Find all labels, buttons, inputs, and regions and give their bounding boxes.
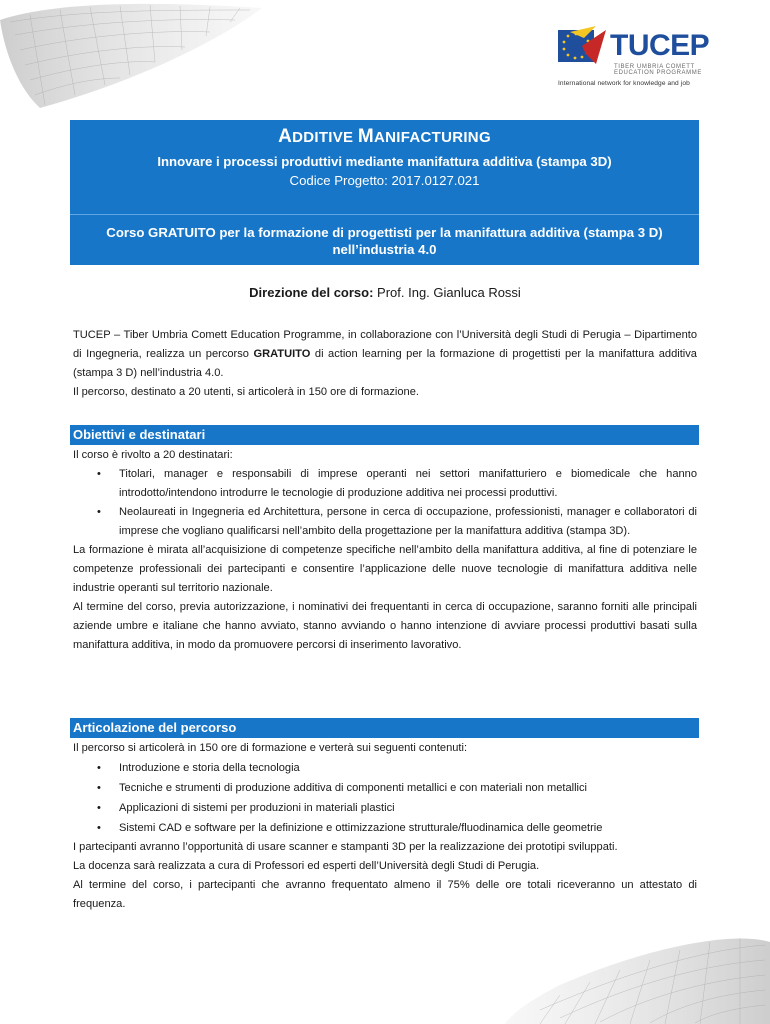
intro-line2: Il percorso, destinato a 20 utenti, si articolerà in 150 ore di formazione. (73, 386, 419, 398)
title-banner (70, 120, 699, 265)
objectives-content (73, 446, 697, 655)
list-item: • Applicazioni di sistemi per produzioni in materiali plastici (73, 798, 697, 818)
structure-lead: Il percorso si articolerà in 150 ore di formazione e verterà sui seguenti contenuti: (73, 742, 468, 754)
direction-label: Direzione del corso: (249, 285, 374, 300)
objectives-list (73, 465, 697, 541)
structure-paragraph: I partecipanti avranno l’opportunità di usare scanner e stampanti 3D per la realizzazione dei prototipi sviluppati. (73, 841, 618, 853)
course-title: ADDITIVE MANIFACTURING (278, 126, 491, 147)
list-item: • Introduzione e storia della tecnologia (73, 758, 697, 778)
list-item: • Titolari, manager e responsabili di imprese operanti nei settori manifatturiero e biomedicale che hanno introdotto/intendono introdurre le tecnologie di produzione additiva nei processi produttivi. (73, 465, 697, 503)
intro-paragraph: TUCEP – Tiber Umbria Comett Education Programme, in collaborazione con l’Università degli Studi di Perugia – Dipartimento di Ingegneria, realizza un percorso GRATUITO di action learning per la formazione di progettisti per la manifattura additiva (stampa 3 D) nell’industria 4.0. Il percorso, destinato a 20 utenti, si articolerà in 150 ore di formazione. (73, 326, 697, 402)
logo-subline: TIBER UMBRIA COMETT EDUCATION PROGRAMME (614, 64, 702, 76)
section-heading-structure: Articolazione del percorso (70, 718, 699, 738)
list-item: • Neolaureati in Ingegneria ed Architettura, persone in cerca di occupazione, professionisti, manager e collaboratori di imprese che vogliano qualificarsi nell’ambito della progettazione per la manifattura additiva (stampa 3D). (73, 503, 697, 541)
course-description: Corso GRATUITO per la formazione di progettisti per la manifattura additiva (stampa 3 D) nell’industria 4.0 (106, 225, 663, 257)
logo-tagline: International network for knowledge and job (558, 80, 690, 87)
section-heading-objectives: Obiettivi e destinatari (70, 425, 699, 445)
tucep-logo (556, 24, 710, 94)
eu-flag-icon (556, 24, 608, 72)
structure-content (73, 739, 697, 914)
objectives-paragraph: Al termine del corso, previa autorizzazione, i nominativi dei frequentanti in cerca di occupazione, saranno forniti alle principali aziende umbre e italiane che hanno avviato, stanno avviando o hanno intenzione di avviare processi produttivi basati sulla manifattura additiva, in modo da promuovere percorsi di inserimento lavorativo. (73, 601, 697, 651)
course-subtitle: Innovare i processi produttivi mediante manifattura additiva (stampa 3D) (157, 154, 612, 169)
logo-wordmark: TUCEP (610, 29, 710, 62)
course-direction (0, 285, 770, 300)
objectives-lead: Il corso è rivolto a 20 destinatari: (73, 449, 233, 461)
project-code: Codice Progetto: 2017.0127.021 (289, 173, 480, 188)
structure-paragraph: La docenza sarà realizzata a cura di Professori ed esperti dell’Università degli Studi di Perugia. (73, 860, 540, 872)
decorative-mesh-bottom (500, 930, 770, 1024)
banner-divider (70, 214, 699, 215)
list-item: • Sistemi CAD e software per la definizione e ottimizzazione strutturale/fluodinamica delle geometrie (73, 818, 697, 838)
objectives-paragraph: La formazione è mirata all’acquisizione di competenze specifiche nell’ambito della manifattura additiva, al fine di potenziare le competenze professionali dei partecipanti e consentire l’applicazione delle nuove tecnologie di manifattura additiva nelle industrie operanti sul territorio nazionale. (73, 544, 697, 594)
director-name: Prof. Ing. Gianluca Rossi (373, 285, 521, 300)
list-item: • Tecniche e strumenti di produzione additiva di componenti metallici e con materiali non metallici (73, 778, 697, 798)
structure-paragraph: Al termine del corso, i partecipanti che avranno frequentato almeno il 75% delle ore totali riceveranno un attestato di frequenza. (73, 879, 697, 910)
structure-list (73, 758, 697, 838)
decorative-mesh-top (0, 0, 270, 110)
